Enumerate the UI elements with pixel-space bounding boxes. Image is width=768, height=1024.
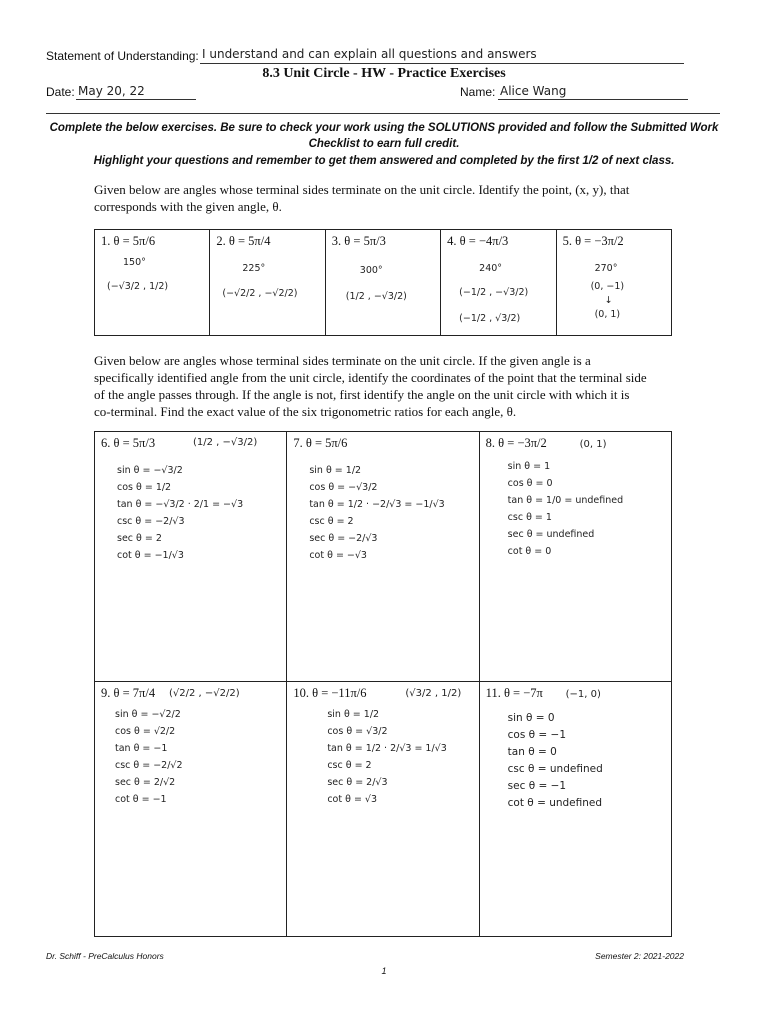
problem-9-label: 9. θ = 7π/4 [101,686,156,700]
problem-10-sin: sin θ = 1/2 [327,709,380,720]
problem-3-line-1: 300° [359,265,383,276]
problem-6-csc: csc θ = −2/√3 [117,516,185,527]
problem-6-sin: sin θ = −√3/2 [117,465,183,476]
problem-4-label: 4. θ = −4π/3 [447,234,509,248]
problem-2-cell [210,230,325,336]
page-title: 8.3 Unit Circle - HW - Practice Exercises [262,66,506,81]
footer-course: Dr. Schiff - PreCalculus Honors [46,951,164,961]
section1-table [94,229,672,336]
section2-intro-line-3: of the angle passes through. If the angle is not, first identify the angle on the unit circle with which it is [94,387,630,402]
problem-8-tan: tan θ = 1/0 = undefined [507,495,624,506]
statement-underline [200,63,684,64]
problem-3-label: 3. θ = 5π/3 [331,234,386,248]
section2-intro-line-4: co-terminal. Find the exact value of the six trigonometric ratios for each angle, θ. [94,404,517,419]
problem-11-cell [479,682,671,937]
problem-2-line-1: 225° [242,263,266,274]
section2-intro-line-2: specifically identified angle from the unit circle, identify the coordinates of the point that the terminal side [94,370,647,385]
problem-4-line-1: 240° [479,263,503,274]
problem-1-line-1: 150° [123,257,146,268]
problem-10-sec: sec θ = 2/√3 [327,777,388,788]
problem-6-point: (1/2 , −√3/2) [193,437,258,448]
section2-intro-line-1: Given below are angles whose terminal sides terminate on the unit circle. If the given angle is a [94,353,591,368]
problem-9-cell [95,682,287,937]
statement-label: Statement of Understanding: [46,49,199,63]
problem-7-tan: tan θ = 1/2 · −2/√3 = −1/√3 [309,499,445,510]
name-underline [498,99,688,100]
problem-7-sin: sin θ = 1/2 [309,465,362,476]
header-rule [46,113,720,114]
problem-5-label: 5. θ = −3π/2 [562,234,624,248]
name-value: Alice Wang [500,84,567,98]
problem-6-label: 6. θ = 5π/3 [101,436,156,450]
problem-4-line-3: (−1/2 , √3/2) [459,313,521,324]
problem-6-tan: tan θ = −√3/2 · 2/1 = −√3 [117,499,244,510]
problem-8-point: (0, 1) [579,439,607,450]
problem-10-point: (√3/2 , 1/2) [405,688,462,699]
page-number: 1 [381,966,387,976]
problem-5-cell [556,230,671,336]
date-label: Date: [46,85,75,99]
problem-11-cot: cot θ = undefined [507,797,603,809]
problem-11-cos: cos θ = −1 [507,729,567,741]
date-underline [76,99,196,100]
problem-8-cell [479,432,671,682]
name-label: Name: [460,85,496,99]
problem-1-label: 1. θ = 5π/6 [101,234,156,248]
problem-4-line-2: (−1/2 , −√3/2) [459,287,529,298]
problem-8-cos: cos θ = 0 [507,478,553,489]
problem-11-csc: csc θ = undefined [507,763,603,775]
problem-4-cell [441,230,556,336]
problem-7-cot: cot θ = −√3 [309,550,367,561]
problem-2-line-2: (−√2/2 , −√2/2) [222,288,298,299]
problem-8-sec: sec θ = undefined [507,529,595,540]
problem-6-sec: sec θ = 2 [117,533,162,544]
problem-7-cell [287,432,479,682]
problem-5-line-1: 270° [594,263,618,274]
statement-value: I understand and can explain all questions and answers [202,47,537,61]
problem-10-cot: cot θ = √3 [327,794,378,805]
problem-9-tan: tan θ = −1 [115,743,168,754]
date-value: May 20, 22 [78,84,145,98]
problem-3-line-2: (1/2 , −√3/2) [345,291,407,302]
problem-11-tan: tan θ = 0 [507,746,557,758]
problem-6-cell [95,432,287,682]
problem-10-csc: csc θ = 2 [327,760,372,771]
problem-11-point: (−1, 0) [565,689,601,700]
problem-9-cos: cos θ = √2/2 [115,726,176,737]
problem-9-sin: sin θ = −√2/2 [115,709,181,720]
problem-11-label: 11. θ = −7π [485,686,543,700]
problem-7-cos: cos θ = −√3/2 [309,482,378,493]
section2-table [94,431,672,937]
problem-8-cot: cot θ = 0 [507,546,552,557]
footer-semester: Semester 2: 2021-2022 [595,951,684,961]
section1-intro-line-2: corresponds with the given angle, θ. [94,199,282,214]
instructions-line-1: Complete the below exercises. Be sure to check your work using the SOLUTIONS provided and follow the Submitted Work [49,122,719,134]
problem-9-point: (√2/2 , −√2/2) [169,688,240,699]
problem-9-sec: sec θ = 2/√2 [115,777,176,788]
problem-1-line-2: (−√3/2 , 1/2) [107,281,169,292]
problem-5-line-2: (0, −1) [590,281,625,292]
problem-10-cell [287,682,479,937]
problem-5-line-3: ↓ [604,295,613,306]
problem-5-line-4: (0, 1) [594,309,621,320]
problem-7-label: 7. θ = 5π/6 [293,436,348,450]
problem-8-sin: sin θ = 1 [507,461,551,472]
problem-8-csc: csc θ = 1 [507,512,552,523]
problem-7-csc: csc θ = 2 [309,516,354,527]
problem-6-cot: cot θ = −1/√3 [117,550,184,561]
problem-11-sin: sin θ = 0 [507,712,555,724]
instructions-line-3: Highlight your questions and remember to get them answered and completed by the first 1/2 of next class. [93,155,675,167]
problem-1-cell [95,230,210,336]
problem-10-cos: cos θ = √3/2 [327,726,388,737]
problem-10-label: 10. θ = −11π/6 [293,686,367,700]
section1-intro-line-1: Given below are angles whose terminal sides terminate on the unit circle. Identify the point, (x, y), that [94,182,630,197]
problem-9-cot: cot θ = −1 [115,794,167,805]
problem-6-cos: cos θ = 1/2 [117,482,172,493]
problem-9-csc: csc θ = −2/√2 [115,760,183,771]
problem-7-sec: sec θ = −2/√3 [309,533,378,544]
problem-11-sec: sec θ = −1 [507,780,567,792]
problem-10-tan: tan θ = 1/2 · 2/√3 = 1/√3 [327,743,447,754]
problem-8-label: 8. θ = −3π/2 [485,436,547,450]
instructions-line-2: Checklist to earn full credit. [308,138,460,150]
problem-2-label: 2. θ = 5π/4 [216,234,271,248]
problem-3-cell [325,230,440,336]
